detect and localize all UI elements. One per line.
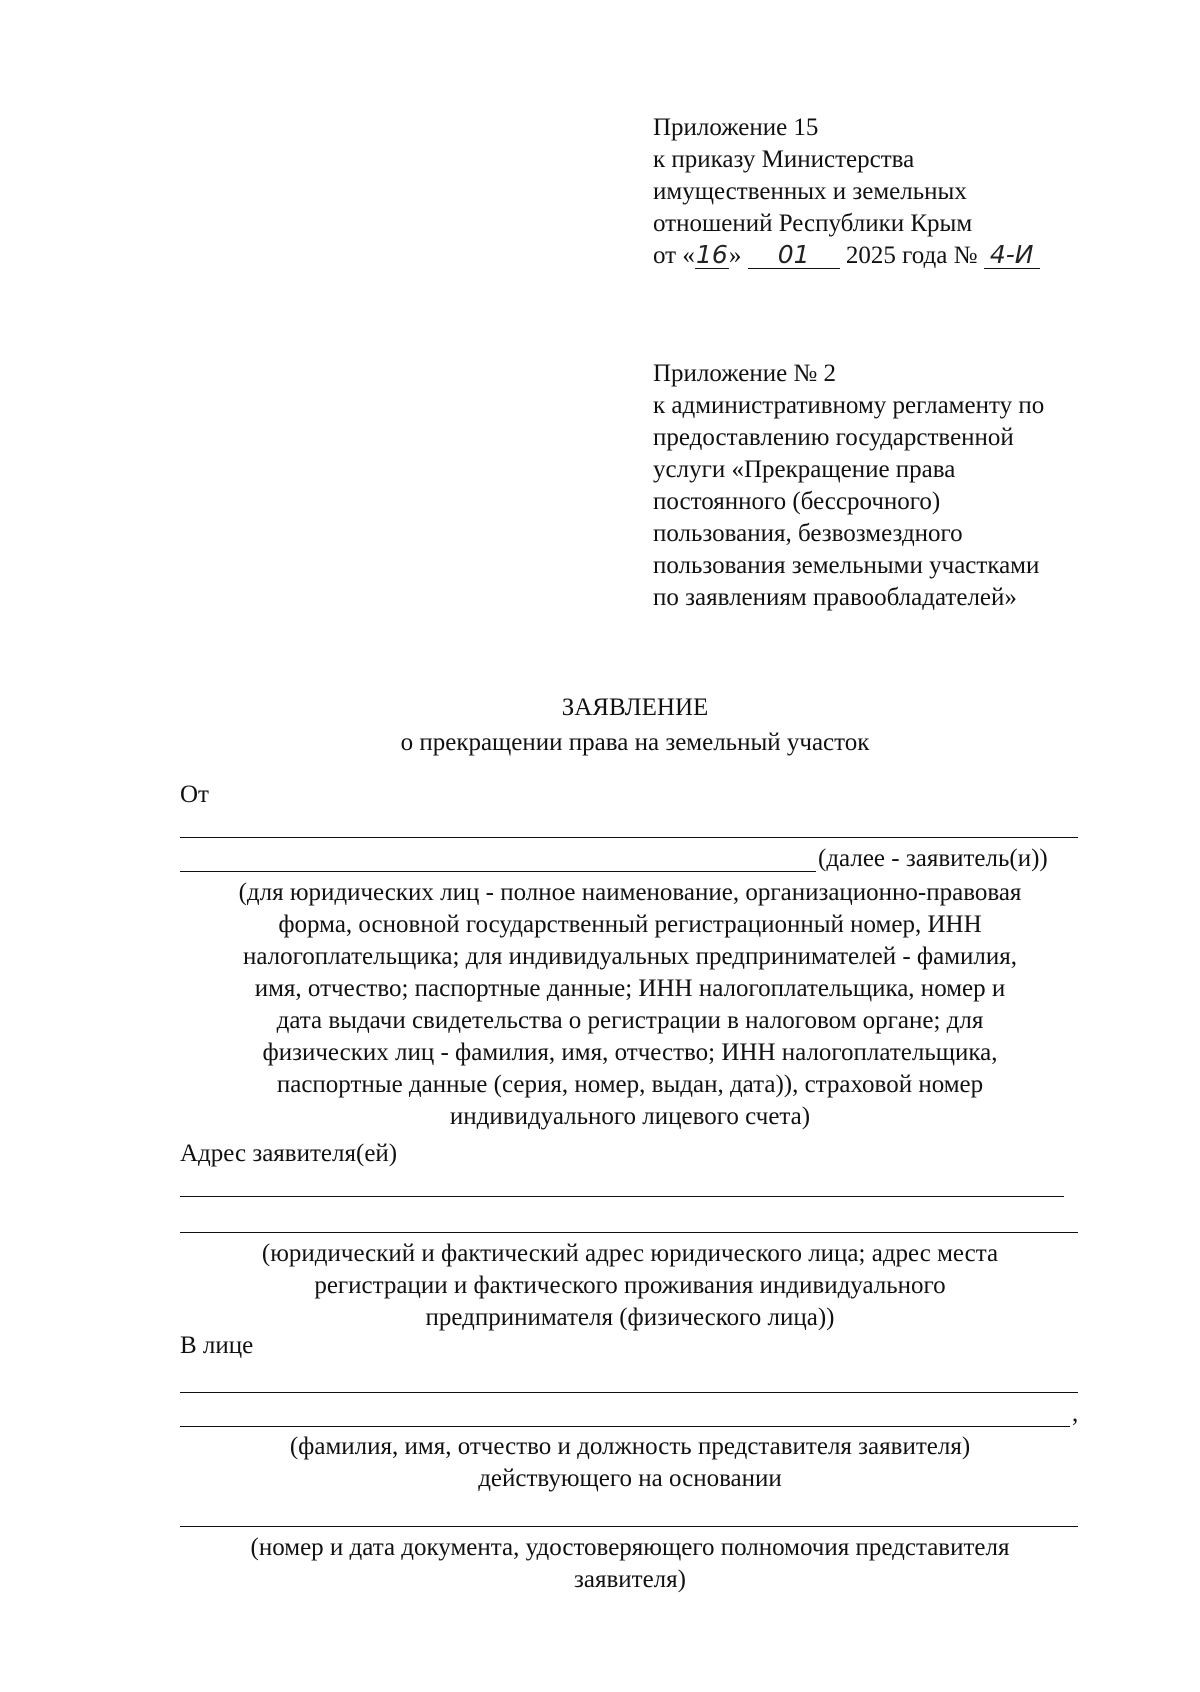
applicant-hint-line: дата выдачи свидетельства о регистрации в налоговом органе; для xyxy=(276,1007,984,1034)
applicant-hint-line: налогоплательщика; для индивидуальных предпринимателей - фамилия, xyxy=(242,943,1018,970)
representative-hint-line: действующего на основании xyxy=(478,1465,782,1492)
appendix-15-block xyxy=(653,112,1113,272)
order-date-line xyxy=(653,240,1113,272)
appendix-15-title: Приложение 15 xyxy=(653,114,819,141)
appendix-2-line: предоставлению государственной xyxy=(653,424,1014,451)
date-prefix: от « xyxy=(653,242,695,269)
authority-document-hint xyxy=(170,1532,1090,1596)
appendix-2-line: пользования земельными участками xyxy=(653,552,1040,579)
applicant-name-field-2[interactable] xyxy=(180,871,816,872)
applicant-suffix: (далее - заявитель(и)) xyxy=(818,845,1048,872)
authority-document-hint-line: (номер и дата документа, удостоверяющего полномочия представителя xyxy=(250,1534,1010,1561)
address-hint xyxy=(170,1238,1090,1334)
date-year-text: 2025 года № xyxy=(845,242,978,269)
applicant-hint-line: индивидуального лицевого счета) xyxy=(449,1103,811,1130)
authority-document-field[interactable] xyxy=(180,1526,1078,1527)
representative-label: В лице xyxy=(180,1332,254,1359)
appendix-15-line-2: к приказу Министерства xyxy=(653,146,915,173)
appendix-2-block xyxy=(653,358,1113,614)
appendix-2-line: Приложение № 2 xyxy=(653,360,837,387)
document-title: ЗАЯВЛЕНИЕ xyxy=(561,694,709,721)
appendix-15-line-3: имущественных и земельных xyxy=(653,178,967,205)
appendix-15-line-4: отношений Республики Крым xyxy=(653,210,973,237)
address-hint-line: предпринимателя (физического лица)) xyxy=(425,1304,835,1331)
applicant-hint xyxy=(170,877,1090,1133)
address-field-1[interactable] xyxy=(180,1196,1064,1197)
authority-document-hint-line: заявителя) xyxy=(574,1566,686,1593)
address-field-2[interactable] xyxy=(180,1232,1078,1233)
appendix-2-line: к административному регламенту по xyxy=(653,392,1045,419)
address-hint-line: (юридический и фактический адрес юридического лица; адрес места xyxy=(261,1240,999,1267)
applicant-hint-line: (для юридических лиц - полное наименование, организационно-правовая xyxy=(238,879,1022,906)
representative-field-1[interactable] xyxy=(180,1392,1078,1393)
date-quote-close: » xyxy=(728,242,742,269)
representative-field-2[interactable] xyxy=(180,1426,1070,1427)
appendix-2-line: услуги «Прекращение права xyxy=(653,456,956,483)
representative-comma: , xyxy=(1072,1400,1079,1427)
applicant-hint-line: имя, отчество; паспортные данные; ИНН налогоплательщика, номер и xyxy=(254,975,1006,1002)
appendix-2-line: по заявлениям правообладателей» xyxy=(653,584,1017,611)
representative-hint-line: (фамилия, имя, отчество и должность представителя заявителя) xyxy=(289,1433,971,1460)
applicant-hint-line: форма, основной государственный регистрационный номер, ИНН xyxy=(278,911,982,938)
address-hint-line: регистрации и фактического проживания индивидуального xyxy=(314,1272,946,1299)
from-label: От xyxy=(180,781,209,808)
applicant-hint-line: физических лиц - фамилия, имя, отчество; ИНН налогоплательщика, xyxy=(262,1039,998,1066)
date-month-field[interactable]: 01 xyxy=(748,242,840,269)
order-number-field[interactable]: 4-И xyxy=(984,242,1040,269)
appendix-2-line: постоянного (бессрочного) xyxy=(653,488,941,515)
document-subtitle: о прекращении права на земельный участок xyxy=(400,729,870,756)
date-day-field[interactable]: 16 xyxy=(695,240,728,269)
applicant-hint-line: паспортные данные (серия, номер, выдан, дата)), страховой номер xyxy=(276,1071,984,1098)
appendix-2-line: пользования, безвозмездного xyxy=(653,520,963,547)
applicant-name-field-1[interactable] xyxy=(180,837,1078,838)
address-label: Адрес заявителя(ей) xyxy=(180,1140,398,1167)
representative-hint xyxy=(170,1431,1090,1495)
